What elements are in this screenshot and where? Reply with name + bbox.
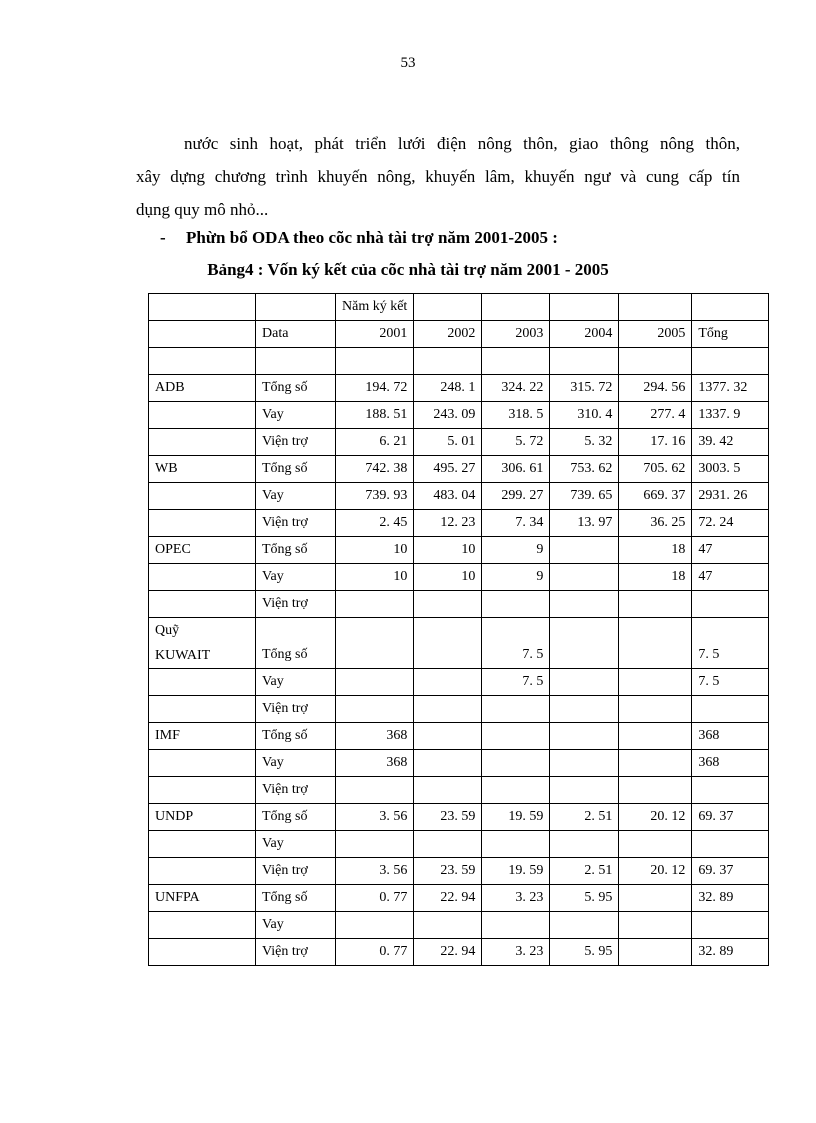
type-cell: Viện trợ xyxy=(256,858,336,885)
header-nam-ky-ket: Năm ký kết xyxy=(336,294,414,321)
value-cell-2003: 7. 5 xyxy=(482,669,550,696)
value-cell-2003: 7. 34 xyxy=(482,510,550,537)
type-cell: Viện trợ xyxy=(256,591,336,618)
value-cell-2004: 2. 51 xyxy=(550,858,619,885)
type-cell: Viện trợ xyxy=(256,510,336,537)
value-cell-2002 xyxy=(414,591,482,618)
value-cell-2005: 18 xyxy=(619,537,692,564)
value-cell-2002: 22. 94 xyxy=(414,939,482,966)
header-year-2003: 2003 xyxy=(482,321,550,348)
donor-cell xyxy=(149,696,256,723)
total-cell: 3003. 5 xyxy=(692,456,769,483)
donor-cell xyxy=(149,429,256,456)
value-cell-2005 xyxy=(619,696,692,723)
total-cell: 7. 5 xyxy=(692,618,769,669)
value-cell-2002: 23. 59 xyxy=(414,858,482,885)
donor-cell: IMF xyxy=(149,723,256,750)
header-empty-cell xyxy=(414,294,482,321)
value-cell-2004: 13. 97 xyxy=(550,510,619,537)
table-row xyxy=(149,591,769,618)
value-cell-2001: 2. 45 xyxy=(336,510,414,537)
value-cell-2003 xyxy=(482,912,550,939)
value-cell-2002: 23. 59 xyxy=(414,804,482,831)
donor-cell xyxy=(149,939,256,966)
table-row xyxy=(149,510,769,537)
table-row xyxy=(149,669,769,696)
value-cell-2001: 368 xyxy=(336,750,414,777)
total-cell: 32. 89 xyxy=(692,885,769,912)
donor-name-line-2: KUWAIT xyxy=(155,648,211,663)
table-row xyxy=(149,939,769,966)
value-cell-2004 xyxy=(550,696,619,723)
header-empty-cell xyxy=(482,294,550,321)
value-cell-2001: 742. 38 xyxy=(336,456,414,483)
table-row xyxy=(149,723,769,750)
value-cell-2001 xyxy=(336,777,414,804)
table-row xyxy=(149,804,769,831)
value-cell-2002 xyxy=(414,831,482,858)
table-header-row-top xyxy=(149,294,769,321)
value-cell-2003: 324. 22 xyxy=(482,375,550,402)
value-cell-2002: 483. 04 xyxy=(414,483,482,510)
value-cell-2004 xyxy=(550,912,619,939)
value-cell-2004 xyxy=(550,537,619,564)
value-cell-2005: 669. 37 xyxy=(619,483,692,510)
header-year-2004: 2004 xyxy=(550,321,619,348)
bullet-text: Phừn bổ ODA theo cõc nhà tài trợ năm 2001-2005 : xyxy=(186,228,558,247)
value-cell-2004: 5. 32 xyxy=(550,429,619,456)
table-row xyxy=(149,483,769,510)
type-cell: Tổng số xyxy=(256,885,336,912)
value-cell-2005 xyxy=(619,618,692,669)
total-cell: 69. 37 xyxy=(692,804,769,831)
total-cell: 1337. 9 xyxy=(692,402,769,429)
page-number: 53 xyxy=(400,55,416,71)
value-cell-2004 xyxy=(550,777,619,804)
value-cell-2005: 705. 62 xyxy=(619,456,692,483)
total-cell: 2931. 26 xyxy=(692,483,769,510)
donor-cell xyxy=(149,831,256,858)
donor-cell xyxy=(149,591,256,618)
value-cell-2002: 10 xyxy=(414,564,482,591)
value-cell-2004: 739. 65 xyxy=(550,483,619,510)
value-cell-2001: 739. 93 xyxy=(336,483,414,510)
value-cell-2004: 753. 62 xyxy=(550,456,619,483)
table-row xyxy=(149,456,769,483)
value-cell-2003: 9 xyxy=(482,564,550,591)
type-cell: Tổng số xyxy=(256,723,336,750)
table-row xyxy=(149,564,769,591)
value-cell-2001: 10 xyxy=(336,564,414,591)
value-cell-2003 xyxy=(482,723,550,750)
value-cell-2004: 5. 95 xyxy=(550,939,619,966)
donor-cell xyxy=(149,750,256,777)
value-cell-2001: 0. 77 xyxy=(336,885,414,912)
type-cell: Vay xyxy=(256,669,336,696)
paragraph-line-3: dụng quy mô nhỏ... xyxy=(136,200,269,219)
value-cell-2004 xyxy=(550,750,619,777)
value-cell-2005 xyxy=(619,750,692,777)
type-cell: Vay xyxy=(256,831,336,858)
type-cell: Vay xyxy=(256,402,336,429)
value-cell-2001 xyxy=(336,669,414,696)
total-cell: 47 xyxy=(692,537,769,564)
value-cell-2003: 299. 27 xyxy=(482,483,550,510)
type-cell: Tổng số xyxy=(256,375,336,402)
value-cell-2001: 3. 56 xyxy=(336,858,414,885)
value-cell-2001: 194. 72 xyxy=(336,375,414,402)
header-empty-cell xyxy=(619,294,692,321)
value-cell-2005 xyxy=(619,777,692,804)
total-cell xyxy=(692,831,769,858)
table-row xyxy=(149,429,769,456)
value-cell-2003: 9 xyxy=(482,537,550,564)
value-cell-2004: 5. 95 xyxy=(550,885,619,912)
paragraph-line-1: nước sinh hoạt, phát triển lưới điện nông thôn, giao thông nông thôn, xyxy=(184,134,740,153)
total-cell: 69. 37 xyxy=(692,858,769,885)
value-cell-2003: 5. 72 xyxy=(482,429,550,456)
donor-cell xyxy=(149,618,256,669)
type-cell: Viện trợ xyxy=(256,429,336,456)
value-cell-2005: 294. 56 xyxy=(619,375,692,402)
value-cell-2002 xyxy=(414,618,482,669)
value-cell-2004 xyxy=(550,591,619,618)
value-cell-2005 xyxy=(619,591,692,618)
table-row xyxy=(149,618,769,669)
value-cell-2005 xyxy=(619,885,692,912)
value-cell-2005 xyxy=(619,831,692,858)
header-empty-cell xyxy=(256,294,336,321)
total-cell: 32. 89 xyxy=(692,939,769,966)
total-cell xyxy=(692,912,769,939)
value-cell-2003: 3. 23 xyxy=(482,885,550,912)
value-cell-2001: 3. 56 xyxy=(336,804,414,831)
value-cell-2003: 7. 5 xyxy=(482,618,550,669)
value-cell-2003: 318. 5 xyxy=(482,402,550,429)
value-cell-2004 xyxy=(550,564,619,591)
paragraph-line-2: xây dựng chương trình khuyến nông, khuyến lâm, khuyến ngư và cung cấp tín xyxy=(136,167,740,186)
type-cell: Vay xyxy=(256,564,336,591)
donor-cell xyxy=(149,483,256,510)
table-row xyxy=(149,831,769,858)
value-cell-2003 xyxy=(482,750,550,777)
total-cell: 39. 42 xyxy=(692,429,769,456)
type-cell: Vay xyxy=(256,483,336,510)
oda-table xyxy=(148,293,769,966)
table-caption: Bảng4 : Vốn ký kết của cõc nhà tài trợ năm 2001 - 2005 xyxy=(207,260,609,279)
value-cell-2001 xyxy=(336,831,414,858)
total-cell: 72. 24 xyxy=(692,510,769,537)
value-cell-2001 xyxy=(336,696,414,723)
value-cell-2003: 19. 59 xyxy=(482,804,550,831)
type-cell: Tổng số xyxy=(256,456,336,483)
value-cell-2001: 10 xyxy=(336,537,414,564)
donor-name-line-1: Quỹ xyxy=(155,623,180,638)
value-cell-2005: 20. 12 xyxy=(619,804,692,831)
total-cell: 7. 5 xyxy=(692,669,769,696)
type-cell: Tổng số xyxy=(256,618,336,669)
value-cell-2003 xyxy=(482,591,550,618)
total-cell: 368 xyxy=(692,750,769,777)
value-cell-2002: 495. 27 xyxy=(414,456,482,483)
value-cell-2004 xyxy=(550,723,619,750)
donor-cell xyxy=(149,912,256,939)
value-cell-2004: 2. 51 xyxy=(550,804,619,831)
value-cell-2005 xyxy=(619,939,692,966)
donor-cell xyxy=(149,777,256,804)
value-cell-2002 xyxy=(414,912,482,939)
value-cell-2005 xyxy=(619,912,692,939)
donor-cell: OPEC xyxy=(149,537,256,564)
table-row xyxy=(149,885,769,912)
donor-cell: UNFPA xyxy=(149,885,256,912)
donor-cell: WB xyxy=(149,456,256,483)
table-row xyxy=(149,402,769,429)
value-cell-2002: 10 xyxy=(414,537,482,564)
header-empty-cell xyxy=(550,294,619,321)
value-cell-2002 xyxy=(414,777,482,804)
value-cell-2003 xyxy=(482,696,550,723)
total-cell xyxy=(692,777,769,804)
table-row xyxy=(149,696,769,723)
value-cell-2001 xyxy=(336,912,414,939)
table-row xyxy=(149,750,769,777)
value-cell-2002: 12. 23 xyxy=(414,510,482,537)
header-year-2001: 2001 xyxy=(336,321,414,348)
value-cell-2001 xyxy=(336,618,414,669)
value-cell-2003 xyxy=(482,777,550,804)
header-data: Data xyxy=(256,321,336,348)
value-cell-2002 xyxy=(414,750,482,777)
donor-cell xyxy=(149,669,256,696)
donor-cell xyxy=(149,402,256,429)
section-bullet xyxy=(160,228,558,248)
type-cell: Viện trợ xyxy=(256,696,336,723)
donor-cell xyxy=(149,564,256,591)
table-row xyxy=(149,858,769,885)
table-row xyxy=(149,537,769,564)
type-cell: Tổng số xyxy=(256,804,336,831)
value-cell-2004: 315. 72 xyxy=(550,375,619,402)
type-cell: Vay xyxy=(256,750,336,777)
value-cell-2001: 188. 51 xyxy=(336,402,414,429)
value-cell-2005 xyxy=(619,723,692,750)
value-cell-2005: 36. 25 xyxy=(619,510,692,537)
table-header-row xyxy=(149,321,769,348)
value-cell-2002 xyxy=(414,669,482,696)
donor-cell xyxy=(149,858,256,885)
value-cell-2005: 17. 16 xyxy=(619,429,692,456)
donor-cell xyxy=(149,510,256,537)
total-cell xyxy=(692,696,769,723)
donor-cell: ADB xyxy=(149,375,256,402)
table-row xyxy=(149,912,769,939)
header-empty-cell xyxy=(149,321,256,348)
value-cell-2002: 248. 1 xyxy=(414,375,482,402)
header-empty-cell xyxy=(692,294,769,321)
value-cell-2003 xyxy=(482,831,550,858)
header-year-2005: 2005 xyxy=(619,321,692,348)
type-cell: Viện trợ xyxy=(256,939,336,966)
value-cell-2003: 19. 59 xyxy=(482,858,550,885)
table-row xyxy=(149,375,769,402)
value-cell-2001: 368 xyxy=(336,723,414,750)
value-cell-2002: 5. 01 xyxy=(414,429,482,456)
table-row xyxy=(149,777,769,804)
type-cell: Viện trợ xyxy=(256,777,336,804)
value-cell-2002 xyxy=(414,696,482,723)
type-cell: Tổng số xyxy=(256,537,336,564)
header-total: Tổng xyxy=(692,321,769,348)
value-cell-2004 xyxy=(550,831,619,858)
total-cell: 47 xyxy=(692,564,769,591)
value-cell-2004 xyxy=(550,618,619,669)
value-cell-2004 xyxy=(550,669,619,696)
value-cell-2002: 22. 94 xyxy=(414,885,482,912)
value-cell-2001: 0. 77 xyxy=(336,939,414,966)
value-cell-2005: 277. 4 xyxy=(619,402,692,429)
value-cell-2001 xyxy=(336,591,414,618)
value-cell-2003: 3. 23 xyxy=(482,939,550,966)
value-cell-2001: 6. 21 xyxy=(336,429,414,456)
body-paragraph xyxy=(136,127,740,226)
value-cell-2002 xyxy=(414,723,482,750)
total-cell: 1377. 32 xyxy=(692,375,769,402)
value-cell-2003: 306. 61 xyxy=(482,456,550,483)
total-cell: 368 xyxy=(692,723,769,750)
bullet-dash: - xyxy=(160,228,166,247)
type-cell: Vay xyxy=(256,912,336,939)
table-spacer-row xyxy=(149,348,769,375)
value-cell-2005: 20. 12 xyxy=(619,858,692,885)
value-cell-2004: 310. 4 xyxy=(550,402,619,429)
value-cell-2005: 18 xyxy=(619,564,692,591)
value-cell-2005 xyxy=(619,669,692,696)
value-cell-2002: 243. 09 xyxy=(414,402,482,429)
donor-cell: UNDP xyxy=(149,804,256,831)
header-year-2002: 2002 xyxy=(414,321,482,348)
header-empty-cell xyxy=(149,294,256,321)
total-cell xyxy=(692,591,769,618)
